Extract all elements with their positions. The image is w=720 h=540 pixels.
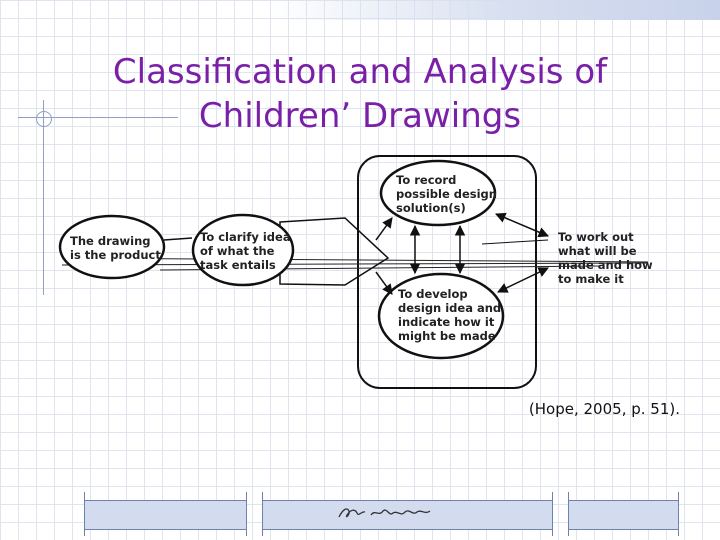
footer-tick (552, 492, 553, 536)
arrow-develop-workout (498, 268, 548, 292)
node-text-line: is the product (70, 248, 161, 262)
funnel-shape (280, 218, 388, 285)
citation: (Hope, 2005, p. 51). (528, 400, 680, 418)
footer-tick (568, 492, 569, 536)
arrow-workout-line (482, 240, 548, 244)
footer-tick (246, 492, 247, 536)
node-text-line: of what the (200, 244, 275, 258)
node-text-line: indicate how it (398, 315, 495, 329)
node-text-line: To record (396, 173, 457, 187)
node-text-line: made and how (558, 258, 653, 272)
node-workout-text (558, 230, 653, 286)
node-text-line: possible design (396, 187, 497, 201)
node-text-line: The drawing (70, 234, 151, 248)
link-product-clarify (164, 238, 192, 240)
node-text-line: solution(s) (396, 201, 466, 215)
node-text-line: To clarify idea (200, 230, 291, 244)
node-text-line: To work out (558, 230, 634, 244)
title-line-1: Classification and Analysis of (112, 52, 608, 92)
footer-box-right (568, 500, 678, 530)
node-text-line: To develop (398, 287, 468, 301)
node-text-line: task entails (200, 258, 276, 272)
title-line-2: Children’ Drawings (198, 96, 522, 136)
footer-tick (678, 492, 679, 536)
node-text-line: what will be (558, 244, 637, 258)
arrow-to-record (376, 218, 392, 240)
node-text-line: might be made (398, 329, 496, 343)
footer-tick (84, 492, 85, 536)
node-text-line: to make it (558, 272, 624, 286)
signature (335, 503, 435, 525)
arrow-record-workout (496, 214, 548, 236)
footer-box-left (84, 500, 246, 530)
footer-tick (262, 492, 263, 536)
arrow-to-develop (376, 272, 392, 294)
node-text-line: design idea and (398, 301, 502, 315)
node-product-text (70, 234, 161, 262)
